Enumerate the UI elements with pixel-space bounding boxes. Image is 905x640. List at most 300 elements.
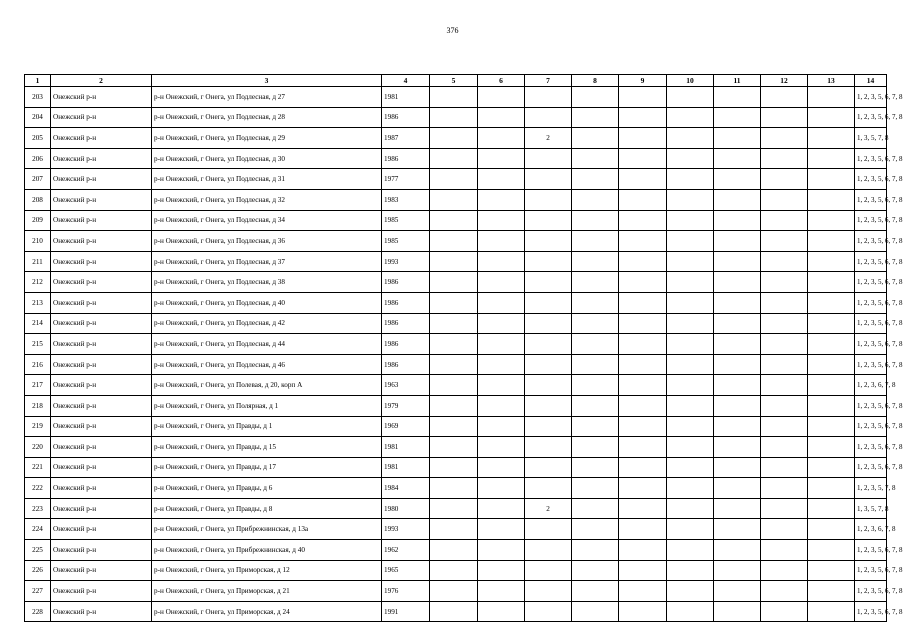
year-cell: 1976	[382, 581, 430, 602]
district-cell: Онежский р-н	[51, 601, 152, 622]
col7-cell	[525, 416, 572, 437]
col11-cell	[714, 457, 761, 478]
district-cell: Онежский р-н	[51, 210, 152, 231]
row-number: 225	[25, 540, 51, 561]
col14-cell: 1, 3, 5, 7, 8	[855, 128, 887, 149]
col10-cell	[667, 251, 714, 272]
year-cell: 1986	[382, 292, 430, 313]
column-header-1: 1	[25, 75, 51, 87]
year-cell: 1985	[382, 210, 430, 231]
col13-cell	[808, 128, 855, 149]
col9-cell	[619, 498, 667, 519]
col10-cell	[667, 87, 714, 108]
year-cell: 1983	[382, 189, 430, 210]
col12-cell	[761, 519, 808, 540]
col10-cell	[667, 292, 714, 313]
col9-cell	[619, 272, 667, 293]
col14-cell: 1, 2, 3, 5, 6, 7, 8	[855, 231, 887, 252]
col9-cell	[619, 334, 667, 355]
col11-cell	[714, 189, 761, 210]
col14-cell: 1, 2, 3, 5, 6, 7, 8	[855, 395, 887, 416]
table-row	[25, 416, 887, 437]
col5-cell	[430, 313, 478, 334]
col13-cell	[808, 251, 855, 272]
col9-cell	[619, 128, 667, 149]
row-number: 227	[25, 581, 51, 602]
col11-cell	[714, 272, 761, 293]
row-number: 216	[25, 354, 51, 375]
column-header-10: 10	[667, 75, 714, 87]
col7-cell	[525, 313, 572, 334]
col6-cell	[478, 292, 525, 313]
col9-cell	[619, 416, 667, 437]
col5-cell	[430, 334, 478, 355]
col5-cell	[430, 107, 478, 128]
col14-cell: 1, 2, 3, 5, 7, 8	[855, 478, 887, 499]
district-cell: Онежский р-н	[51, 560, 152, 581]
table-row	[25, 560, 887, 581]
col14-cell: 1, 2, 3, 5, 6, 7, 8	[855, 560, 887, 581]
col14-cell: 1, 2, 3, 5, 6, 7, 8	[855, 169, 887, 190]
district-cell: Онежский р-н	[51, 519, 152, 540]
row-number: 209	[25, 210, 51, 231]
col8-cell	[572, 251, 619, 272]
column-header-11: 11	[714, 75, 761, 87]
col7-cell	[525, 292, 572, 313]
col6-cell	[478, 395, 525, 416]
col6-cell	[478, 128, 525, 149]
housing-register-table	[24, 74, 903, 622]
col5-cell	[430, 354, 478, 375]
district-cell: Онежский р-н	[51, 457, 152, 478]
col11-cell	[714, 169, 761, 190]
col12-cell	[761, 189, 808, 210]
row-number: 228	[25, 601, 51, 622]
col10-cell	[667, 437, 714, 458]
col13-cell	[808, 581, 855, 602]
year-cell: 1991	[382, 601, 430, 622]
year-cell: 1969	[382, 416, 430, 437]
address-cell: р-н Онежский, г Онега, ул Правды, д 8	[152, 498, 382, 519]
district-cell: Онежский р-н	[51, 581, 152, 602]
header-row	[25, 75, 887, 87]
col8-cell	[572, 375, 619, 396]
page-number: 376	[446, 26, 459, 35]
district-cell: Онежский р-н	[51, 128, 152, 149]
district-cell: Онежский р-н	[51, 251, 152, 272]
row-number: 217	[25, 375, 51, 396]
address-cell: р-н Онежский, г Онега, ул Приморская, д 24	[152, 601, 382, 622]
col14-cell: 1, 3, 5, 7, 8	[855, 498, 887, 519]
address-cell: р-н Онежский, г Онега, ул Приморская, д 12	[152, 560, 382, 581]
district-cell: Онежский р-н	[51, 148, 152, 169]
column-header-5: 5	[430, 75, 478, 87]
col6-cell	[478, 231, 525, 252]
col13-cell	[808, 354, 855, 375]
row-number: 219	[25, 416, 51, 437]
table-row	[25, 581, 887, 602]
col5-cell	[430, 519, 478, 540]
col14-cell: 1, 2, 3, 5, 6, 7, 8	[855, 437, 887, 458]
row-number: 215	[25, 334, 51, 355]
address-cell: р-н Онежский, г Онега, ул Полярная, д 1	[152, 395, 382, 416]
col7-cell	[525, 189, 572, 210]
col9-cell	[619, 601, 667, 622]
district-cell: Онежский р-н	[51, 169, 152, 190]
col10-cell	[667, 354, 714, 375]
table-row	[25, 437, 887, 458]
table-row	[25, 457, 887, 478]
col12-cell	[761, 231, 808, 252]
col10-cell	[667, 581, 714, 602]
year-cell: 1993	[382, 519, 430, 540]
col5-cell	[430, 231, 478, 252]
col14-cell: 1, 2, 3, 5, 6, 7, 8	[855, 272, 887, 293]
col8-cell	[572, 292, 619, 313]
col12-cell	[761, 148, 808, 169]
col12-cell	[761, 478, 808, 499]
col13-cell	[808, 148, 855, 169]
col7-cell	[525, 540, 572, 561]
table-row	[25, 87, 887, 108]
year-cell: 1981	[382, 437, 430, 458]
district-cell: Онежский р-н	[51, 231, 152, 252]
col14-cell: 1, 2, 3, 5, 6, 7, 8	[855, 210, 887, 231]
address-cell: р-н Онежский, г Онега, ул Подлесная, д 36	[152, 231, 382, 252]
col13-cell	[808, 457, 855, 478]
col13-cell	[808, 478, 855, 499]
col8-cell	[572, 313, 619, 334]
col8-cell	[572, 395, 619, 416]
table-row	[25, 334, 887, 355]
row-number: 206	[25, 148, 51, 169]
col13-cell	[808, 231, 855, 252]
district-cell: Онежский р-н	[51, 498, 152, 519]
col10-cell	[667, 375, 714, 396]
col8-cell	[572, 87, 619, 108]
col14-cell: 1, 2, 3, 6, 7, 8	[855, 519, 887, 540]
col7-cell	[525, 601, 572, 622]
col6-cell	[478, 272, 525, 293]
col10-cell	[667, 334, 714, 355]
row-number: 208	[25, 189, 51, 210]
year-cell: 1963	[382, 375, 430, 396]
col11-cell	[714, 395, 761, 416]
col6-cell	[478, 148, 525, 169]
col12-cell	[761, 395, 808, 416]
col5-cell	[430, 169, 478, 190]
col9-cell	[619, 478, 667, 499]
row-number: 203	[25, 87, 51, 108]
col8-cell	[572, 210, 619, 231]
col11-cell	[714, 148, 761, 169]
row-number: 212	[25, 272, 51, 293]
col7-cell	[525, 457, 572, 478]
table-row	[25, 210, 887, 231]
col14-cell: 1, 2, 3, 5, 6, 7, 8	[855, 148, 887, 169]
col13-cell	[808, 437, 855, 458]
table-row	[25, 313, 887, 334]
address-cell: р-н Онежский, г Онега, ул Подлесная, д 44	[152, 334, 382, 355]
address-cell: р-н Онежский, г Онега, ул Подлесная, д 40	[152, 292, 382, 313]
col7-cell	[525, 169, 572, 190]
col10-cell	[667, 169, 714, 190]
col7-cell	[525, 334, 572, 355]
row-number: 221	[25, 457, 51, 478]
col13-cell	[808, 560, 855, 581]
col12-cell	[761, 334, 808, 355]
col9-cell	[619, 107, 667, 128]
col11-cell	[714, 334, 761, 355]
col5-cell	[430, 128, 478, 149]
col9-cell	[619, 210, 667, 231]
col10-cell	[667, 395, 714, 416]
col7-cell	[525, 210, 572, 231]
col11-cell	[714, 292, 761, 313]
table-row	[25, 354, 887, 375]
col12-cell	[761, 581, 808, 602]
year-cell: 1980	[382, 498, 430, 519]
col5-cell	[430, 478, 478, 499]
col6-cell	[478, 375, 525, 396]
col13-cell	[808, 416, 855, 437]
col14-cell: 1, 2, 3, 5, 6, 7, 8	[855, 189, 887, 210]
col10-cell	[667, 457, 714, 478]
address-cell: р-н Онежский, г Онега, ул Правды, д 1	[152, 416, 382, 437]
row-number: 220	[25, 437, 51, 458]
col5-cell	[430, 272, 478, 293]
col13-cell	[808, 540, 855, 561]
year-cell: 1965	[382, 560, 430, 581]
col7-cell	[525, 395, 572, 416]
column-header-6: 6	[478, 75, 525, 87]
col7-cell: 2	[525, 128, 572, 149]
col8-cell	[572, 416, 619, 437]
col7-cell	[525, 272, 572, 293]
col13-cell	[808, 498, 855, 519]
col9-cell	[619, 313, 667, 334]
col13-cell	[808, 210, 855, 231]
col6-cell	[478, 478, 525, 499]
table-row	[25, 292, 887, 313]
district-cell: Онежский р-н	[51, 395, 152, 416]
district-cell: Онежский р-н	[51, 437, 152, 458]
col6-cell	[478, 189, 525, 210]
col12-cell	[761, 210, 808, 231]
year-cell: 1987	[382, 128, 430, 149]
table-body	[25, 87, 903, 622]
address-cell: р-н Онежский, г Онега, ул Правды, д 6	[152, 478, 382, 499]
column-header-8: 8	[572, 75, 619, 87]
col6-cell	[478, 107, 525, 128]
address-cell: р-н Онежский, г Онега, ул Подлесная, д 28	[152, 107, 382, 128]
col13-cell	[808, 272, 855, 293]
col5-cell	[430, 395, 478, 416]
row-number: 222	[25, 478, 51, 499]
col9-cell	[619, 354, 667, 375]
col6-cell	[478, 601, 525, 622]
col12-cell	[761, 87, 808, 108]
district-cell: Онежский р-н	[51, 189, 152, 210]
district-cell: Онежский р-н	[51, 478, 152, 499]
district-cell: Онежский р-н	[51, 107, 152, 128]
col11-cell	[714, 354, 761, 375]
row-number: 211	[25, 251, 51, 272]
col8-cell	[572, 169, 619, 190]
year-cell: 1985	[382, 231, 430, 252]
col10-cell	[667, 478, 714, 499]
row-number: 204	[25, 107, 51, 128]
col11-cell	[714, 581, 761, 602]
col9-cell	[619, 395, 667, 416]
col8-cell	[572, 334, 619, 355]
col8-cell	[572, 231, 619, 252]
row-number: 213	[25, 292, 51, 313]
col8-cell	[572, 437, 619, 458]
table-row	[25, 169, 887, 190]
col11-cell	[714, 560, 761, 581]
col12-cell	[761, 560, 808, 581]
col8-cell	[572, 148, 619, 169]
col14-cell: 1, 2, 3, 5, 6, 7, 8	[855, 334, 887, 355]
address-cell: р-н Онежский, г Онега, ул Подлесная, д 37	[152, 251, 382, 272]
col14-cell: 1, 2, 3, 5, 6, 7, 8	[855, 416, 887, 437]
col6-cell	[478, 210, 525, 231]
year-cell: 1981	[382, 457, 430, 478]
col10-cell	[667, 416, 714, 437]
col6-cell	[478, 540, 525, 561]
district-cell: Онежский р-н	[51, 540, 152, 561]
col9-cell	[619, 251, 667, 272]
col7-cell	[525, 148, 572, 169]
address-cell: р-н Онежский, г Онега, ул Подлесная, д 38	[152, 272, 382, 293]
col5-cell	[430, 437, 478, 458]
col11-cell	[714, 87, 761, 108]
address-cell: р-н Онежский, г Онега, ул Подлесная, д 29	[152, 128, 382, 149]
table-row	[25, 189, 887, 210]
col5-cell	[430, 581, 478, 602]
col8-cell	[572, 560, 619, 581]
col11-cell	[714, 498, 761, 519]
year-cell: 1977	[382, 169, 430, 190]
col6-cell	[478, 416, 525, 437]
column-header-4: 4	[382, 75, 430, 87]
col5-cell	[430, 560, 478, 581]
table-row	[25, 601, 887, 622]
year-cell: 1986	[382, 313, 430, 334]
col9-cell	[619, 519, 667, 540]
col10-cell	[667, 560, 714, 581]
address-cell: р-н Онежский, г Онега, ул Прибрежнинская, д 13а	[152, 519, 382, 540]
district-cell: Онежский р-н	[51, 416, 152, 437]
col5-cell	[430, 148, 478, 169]
col13-cell	[808, 519, 855, 540]
address-cell: р-н Онежский, г Онега, ул Правды, д 15	[152, 437, 382, 458]
col7-cell	[525, 437, 572, 458]
district-cell: Онежский р-н	[51, 334, 152, 355]
col6-cell	[478, 169, 525, 190]
col8-cell	[572, 354, 619, 375]
row-number: 226	[25, 560, 51, 581]
col6-cell	[478, 437, 525, 458]
col10-cell	[667, 210, 714, 231]
col12-cell	[761, 128, 808, 149]
year-cell: 1986	[382, 148, 430, 169]
col14-cell: 1, 2, 3, 5, 6, 7, 8	[855, 457, 887, 478]
address-cell: р-н Онежский, г Онега, ул Подлесная, д 46	[152, 354, 382, 375]
col11-cell	[714, 107, 761, 128]
table-row	[25, 478, 887, 499]
table-row	[25, 540, 887, 561]
col11-cell	[714, 601, 761, 622]
col10-cell	[667, 498, 714, 519]
address-cell: р-н Онежский, г Онега, ул Подлесная, д 27	[152, 87, 382, 108]
col12-cell	[761, 437, 808, 458]
table-row	[25, 148, 887, 169]
table-row	[25, 251, 887, 272]
col5-cell	[430, 251, 478, 272]
table-row	[25, 128, 887, 149]
col5-cell	[430, 416, 478, 437]
col11-cell	[714, 437, 761, 458]
col10-cell	[667, 231, 714, 252]
col5-cell	[430, 375, 478, 396]
district-cell: Онежский р-н	[51, 292, 152, 313]
col10-cell	[667, 313, 714, 334]
col7-cell	[525, 560, 572, 581]
col11-cell	[714, 540, 761, 561]
table-row	[25, 498, 887, 519]
row-number: 223	[25, 498, 51, 519]
col10-cell	[667, 519, 714, 540]
col14-cell: 1, 2, 3, 5, 6, 7, 8	[855, 292, 887, 313]
col14-cell: 1, 2, 3, 5, 6, 7, 8	[855, 540, 887, 561]
column-header-12: 12	[761, 75, 808, 87]
col12-cell	[761, 457, 808, 478]
year-cell: 1986	[382, 107, 430, 128]
col6-cell	[478, 334, 525, 355]
col8-cell	[572, 478, 619, 499]
col11-cell	[714, 519, 761, 540]
col11-cell	[714, 313, 761, 334]
col7-cell	[525, 581, 572, 602]
col11-cell	[714, 231, 761, 252]
table-row	[25, 375, 887, 396]
row-number: 210	[25, 231, 51, 252]
col12-cell	[761, 251, 808, 272]
address-cell: р-н Онежский, г Онега, ул Подлесная, д 30	[152, 148, 382, 169]
col6-cell	[478, 354, 525, 375]
col11-cell	[714, 416, 761, 437]
col9-cell	[619, 148, 667, 169]
col13-cell	[808, 601, 855, 622]
col13-cell	[808, 87, 855, 108]
col12-cell	[761, 601, 808, 622]
col8-cell	[572, 498, 619, 519]
col14-cell: 1, 2, 3, 5, 6, 7, 8	[855, 601, 887, 622]
col14-cell: 1, 2, 3, 6, 7, 8	[855, 375, 887, 396]
col12-cell	[761, 292, 808, 313]
col5-cell	[430, 540, 478, 561]
table-row	[25, 107, 887, 128]
district-cell: Онежский р-н	[51, 87, 152, 108]
col12-cell	[761, 169, 808, 190]
address-cell: р-н Онежский, г Онега, ул Полевая, д 20, корп А	[152, 375, 382, 396]
col5-cell	[430, 87, 478, 108]
col6-cell	[478, 498, 525, 519]
col13-cell	[808, 334, 855, 355]
column-header-13: 13	[808, 75, 855, 87]
